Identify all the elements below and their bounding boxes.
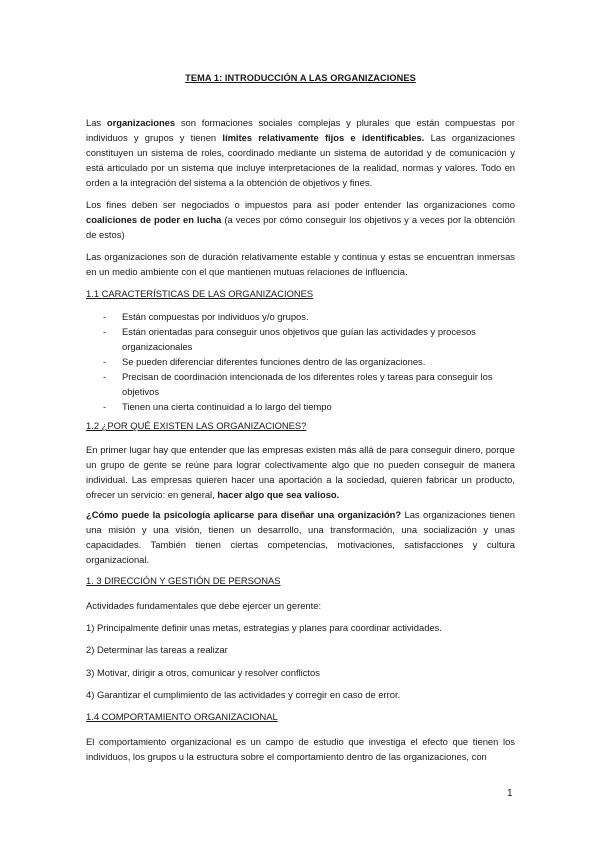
page-number: 1 xyxy=(507,788,513,799)
intro-paragraph-2: Los fines deben ser negociados o impuestos para así poder entender las organizaciones como coaliciones de poder en lucha (a veces por cómo conseguir los objetivos y a veces por la obtención de estos) xyxy=(86,199,515,240)
section-1-2-paragraph-2: ¿Cómo puede la psicología aplicarse para diseñar una organización? Las organizaciones tienen una misión y una visión, tienen un desarrollo, una transformación, una socialización y unas capacidades. También tienen ciertas competencias, motivaciones, satisfacciones y cultura organizacional. xyxy=(86,509,515,565)
intro-paragraph-3: Las organizaciones son de duración relativamente estable y continua y estas se encuentran inmersas en un medio ambiente con el que mantienen mutuas relaciones de influencia. xyxy=(86,251,515,277)
bullet-dash: - xyxy=(103,401,107,412)
section-1-2-paragraph-1: En primer lugar hay que entender que las empresas existen más allá de para conseguir dinero, porque un grupo de gente se reúne para lograr colectivamente algo que no pueden conseguir de manera individual. Las empresas quieren hacer una aportación a la sociedad, quieren fabricar un producto, ofrecer un servicio: en general, hacer algo que sea valioso. xyxy=(86,444,515,500)
list-item: - Precisan de coordinación intencionada de los diferentes roles y tareas para conseguir los objetivos xyxy=(103,371,493,397)
list-item: - Tienen una cierta continuidad a lo largo del tiempo xyxy=(103,401,332,412)
bold-term-coaliciones: coaliciones de poder en lucha xyxy=(86,214,222,225)
bullet-dash: - xyxy=(103,311,107,322)
bullet-dash: - xyxy=(103,326,107,337)
bold-term-limites: límites relativamente fijos e identificables. xyxy=(222,132,425,143)
list-item: 2) Determinar las tareas a realizar xyxy=(86,644,228,655)
bullet-dash: - xyxy=(103,356,107,367)
bold-phrase-valioso: hacer algo que sea valioso. xyxy=(217,489,340,500)
section-heading-1-2: 1.2 ¿POR QUÉ EXISTEN LAS ORGANIZACIONES? xyxy=(86,420,307,431)
list-item: 3) Motivar, dirigir a otros, comunicar y resolver conflictos xyxy=(86,667,320,678)
section-1-3-intro: Actividades fundamentales que debe ejercer un gerente: xyxy=(86,600,322,611)
list-item: - Se pueden diferenciar diferentes funciones dentro de las organizaciones. xyxy=(103,356,426,367)
list-item: 1) Principalmente definir unas metas, estrategias y planes para coordinar actividades. xyxy=(86,622,442,633)
list-item: - Están compuestas por individuos y/o grupos. xyxy=(103,311,309,322)
bold-question: ¿Cómo puede la psicología aplicarse para diseñar una organización? xyxy=(86,509,402,520)
list-item: 4) Garantizar el cumplimiento de las actividades y corregir en caso de error. xyxy=(86,689,401,700)
characteristics-list xyxy=(86,309,515,414)
intro-paragraph-1: Las organizaciones son formaciones sociales complejas y plurales que están compuestas por individuos y grupos y tienen límites relativamente fijos e identificables. Las organizaciones constituyen un sistema de roles, coordinado mediante un sistema de autoridad y de comunicación y está articulado por un sistema que incluye interpretaciones de la realidad, normas y valores. Todo en orden a la integración del sistema a la obtención de objetivos y fines. xyxy=(86,117,515,188)
section-heading-1-4: 1.4 COMPORTAMIENTO ORGANIZACIONAL xyxy=(86,711,278,722)
section-heading-1-3: 1. 3 DIRECCIÓN Y GESTIÓN DE PERSONAS xyxy=(86,575,281,586)
bold-term-organizaciones: organizaciones xyxy=(106,117,176,128)
section-heading-1-1: 1.1 CARACTERÍSTICAS DE LAS ORGANIZACIONES xyxy=(86,288,314,299)
section-1-4-paragraph-1: El comportamiento organizacional es un campo de estudio que investiga el efecto que tienen los individuos, los grupos u la estructura sobre el comportamiento dentro de las organizaciones, con xyxy=(86,736,515,762)
list-item: - Están orientadas para conseguir unos objetivos que guían las actividades y procesos organizacionales xyxy=(103,326,476,352)
bullet-dash: - xyxy=(103,371,107,382)
page-title: TEMA 1: INTRODUCCIÓN A LAS ORGANIZACIONES xyxy=(185,73,416,83)
